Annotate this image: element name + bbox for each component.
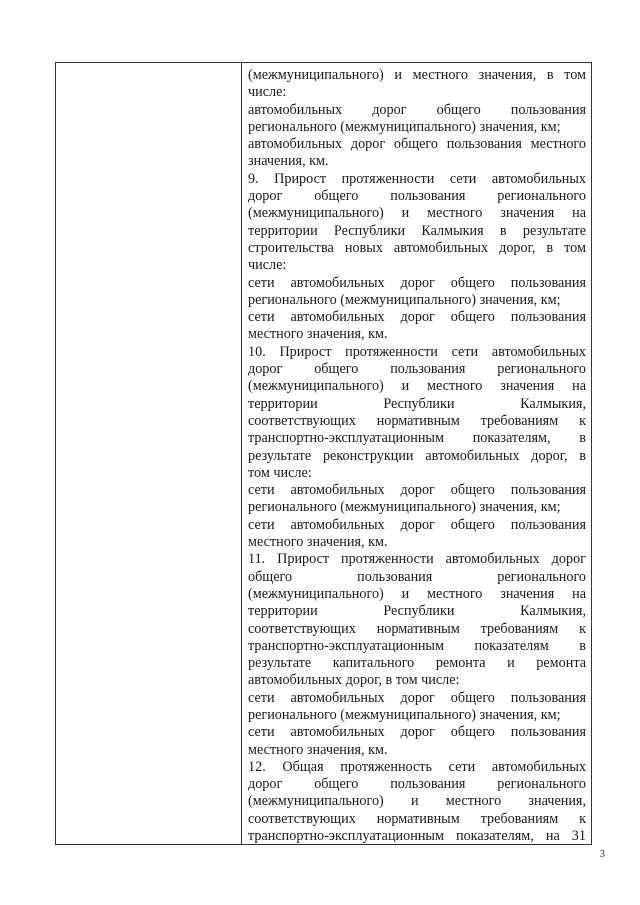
text-line: транспортно-эксплуатационным показателям в [248,637,586,654]
document-table [55,62,592,845]
text-line: соответствующих нормативным требованиям к [248,810,586,827]
text-line: территории Республики Калмыкия, [248,603,586,620]
table-right-column [242,63,591,844]
text-line: числе: [248,257,287,274]
text-line: автомобильных дорог общего пользования [248,101,586,118]
text-line: регионального (межмуниципального) значения, км; [248,118,561,135]
text-line: значения, км. [248,153,329,170]
text-line: 9. Прирост протяженности сети автомобильных [248,170,586,187]
text-line: автомобильных дорог общего пользования местного [248,136,586,153]
text-line: местного значения, км. [248,534,388,551]
text-line: строительства новых автомобильных дорог, в том [248,239,586,256]
text-line: регионального (межмуниципального) значения, км; [248,706,561,723]
text-line: местного значения, км. [248,741,388,758]
page-number: 3 [599,848,605,860]
text-line: том числе: [248,464,312,481]
text-line: транспортно-эксплуатационным показателям, на 31 [248,828,586,844]
text-line: территории Республики Калмыкия, [248,395,586,412]
text-line: дорог общего пользования регионального [248,188,586,205]
text-line: соответствующих нормативным требованиям к [248,412,586,429]
text-line: (межмуниципального) и местного значения на [248,378,586,395]
text-line: (межмуниципального) и местного значения, [248,793,586,810]
text-line: дорог общего пользования регионального [248,361,586,378]
text-line: автомобильных дорог, в том числе: [248,672,460,689]
text-line: сети автомобильных дорог общего пользования [248,309,586,326]
text-line: сети автомобильных дорог общего пользования [248,516,586,533]
text-line: транспортно-эксплуатационным показателям, в [248,430,586,447]
table-left-column [56,63,242,844]
text-line: сети автомобильных дорог общего пользования [248,482,586,499]
text-line: местного значения, км. [248,326,388,343]
text-line: числе: [248,84,287,101]
text-line: сети автомобильных дорог общего пользования [248,274,586,291]
text-line: результате капитального ремонта и ремонта [248,655,586,672]
text-line: результате реконструкции автомобильных дорог, в [248,447,586,464]
text-line: (межмуниципального) и местного значения на [248,585,586,602]
text-line: регионального (межмуниципального) значения, км; [248,499,561,516]
text-line: общего пользования регионального [248,568,586,585]
text-line: соответствующих нормативным требованиям к [248,620,586,637]
text-line: регионального (межмуниципального) значения, км; [248,291,561,308]
text-line: 12. Общая протяженность сети автомобильных [248,758,586,775]
text-line: (межмуниципального) и местного значения, в том [248,67,586,83]
text-line: сети автомобильных дорог общего пользования [248,689,586,706]
text-line: сети автомобильных дорог общего пользования [248,724,586,741]
text-line: 11. Прирост протяженности автомобильных дорог [248,551,586,568]
text-line: (межмуниципального) и местного значения на [248,205,586,222]
text-line: территории Республики Калмыкия в результате [248,222,586,239]
text-line: 10. Прирост протяженности сети автомобильных [248,343,586,360]
text-line: дорог общего пользования регионального [248,776,586,793]
